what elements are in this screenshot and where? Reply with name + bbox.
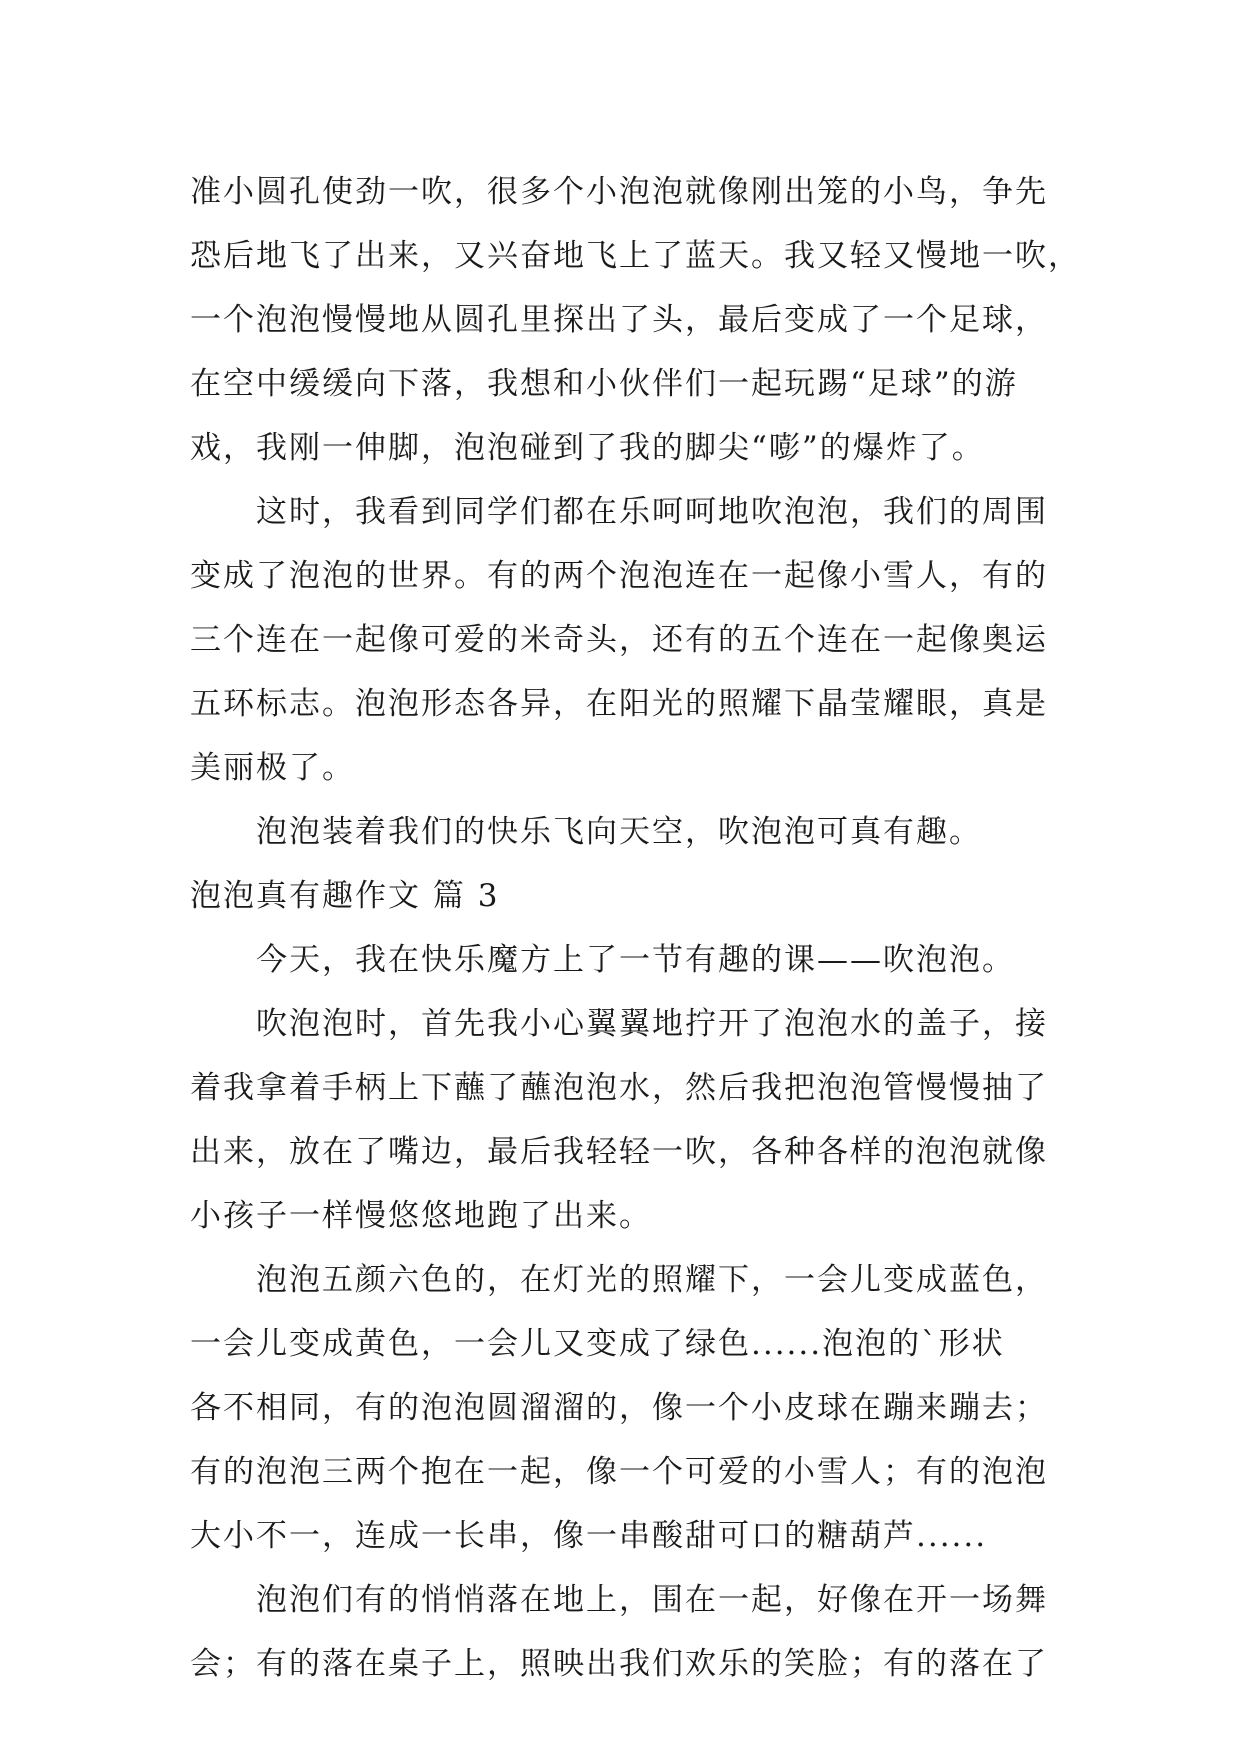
paragraph-start: 吹泡泡时，首先我小心翼翼地拧开了泡泡水的盖子，接 (256, 1006, 1048, 1042)
text-line: 一个泡泡慢慢地从圆孔里探出了头，最后变成了一个足球， (190, 302, 1048, 338)
text-line: 恐后地飞了出来，又兴奋地飞上了蓝天。我又轻又慢地一吹， (190, 238, 1081, 274)
text-line: 着我拿着手柄上下蘸了蘸泡泡水，然后我把泡泡管慢慢抽了 (190, 1070, 1048, 1106)
text-line: 小孩子一样慢悠悠地跑了出来。 (190, 1198, 652, 1234)
text-line: 美丽极了。 (190, 750, 355, 786)
essay-text (190, 160, 1081, 1696)
text-line: 一会儿变成黄色，一会儿又变成了绿色......泡泡的`形状 (190, 1326, 1005, 1362)
paragraph-start: 今天，我在快乐魔方上了一节有趣的课——吹泡泡。 (256, 942, 1015, 978)
text-line: 有的泡泡三两个抱在一起，像一个可爱的小雪人；有的泡泡 (190, 1454, 1048, 1490)
paragraph-start: 泡泡们有的悄悄落在地上，围在一起，好像在开一场舞 (256, 1582, 1048, 1618)
text-line: 准小圆孔使劲一吹，很多个小泡泡就像刚出笼的小鸟，争先 (190, 174, 1048, 210)
text-line: 在空中缓缓向下落，我想和小伙伴们一起玩踢“足球”的游 (190, 366, 1018, 402)
section-heading: 泡泡真有趣作文 篇 3 (190, 878, 500, 914)
text-line: 五环标志。泡泡形态各异，在阳光的照耀下晶莹耀眼，真是 (190, 686, 1048, 722)
paragraph-start: 这时，我看到同学们都在乐呵呵地吹泡泡，我们的周围 (256, 494, 1048, 530)
paragraph-start: 泡泡五颜六色的，在灯光的照耀下，一会儿变成蓝色， (256, 1262, 1048, 1298)
text-line: 三个连在一起像可爱的米奇头，还有的五个连在一起像奥运 (190, 622, 1048, 658)
text-line: 戏，我刚一伸脚，泡泡碰到了我的脚尖“嘭”的爆炸了。 (190, 430, 985, 466)
text-line: 会；有的落在桌子上，照映出我们欢乐的笑脸；有的落在了 (190, 1646, 1048, 1682)
text-line: 出来，放在了嘴边，最后我轻轻一吹，各种各样的泡泡就像 (190, 1134, 1048, 1170)
text-line: 大小不一，连成一长串，像一串酸甜可口的糖葫芦...... (190, 1518, 988, 1554)
text-line: 各不相同，有的泡泡圆溜溜的，像一个小皮球在蹦来蹦去； (190, 1390, 1048, 1426)
paragraph-start: 泡泡装着我们的快乐飞向天空，吹泡泡可真有趣。 (256, 814, 982, 850)
text-line: 变成了泡泡的世界。有的两个泡泡连在一起像小雪人，有的 (190, 558, 1048, 594)
